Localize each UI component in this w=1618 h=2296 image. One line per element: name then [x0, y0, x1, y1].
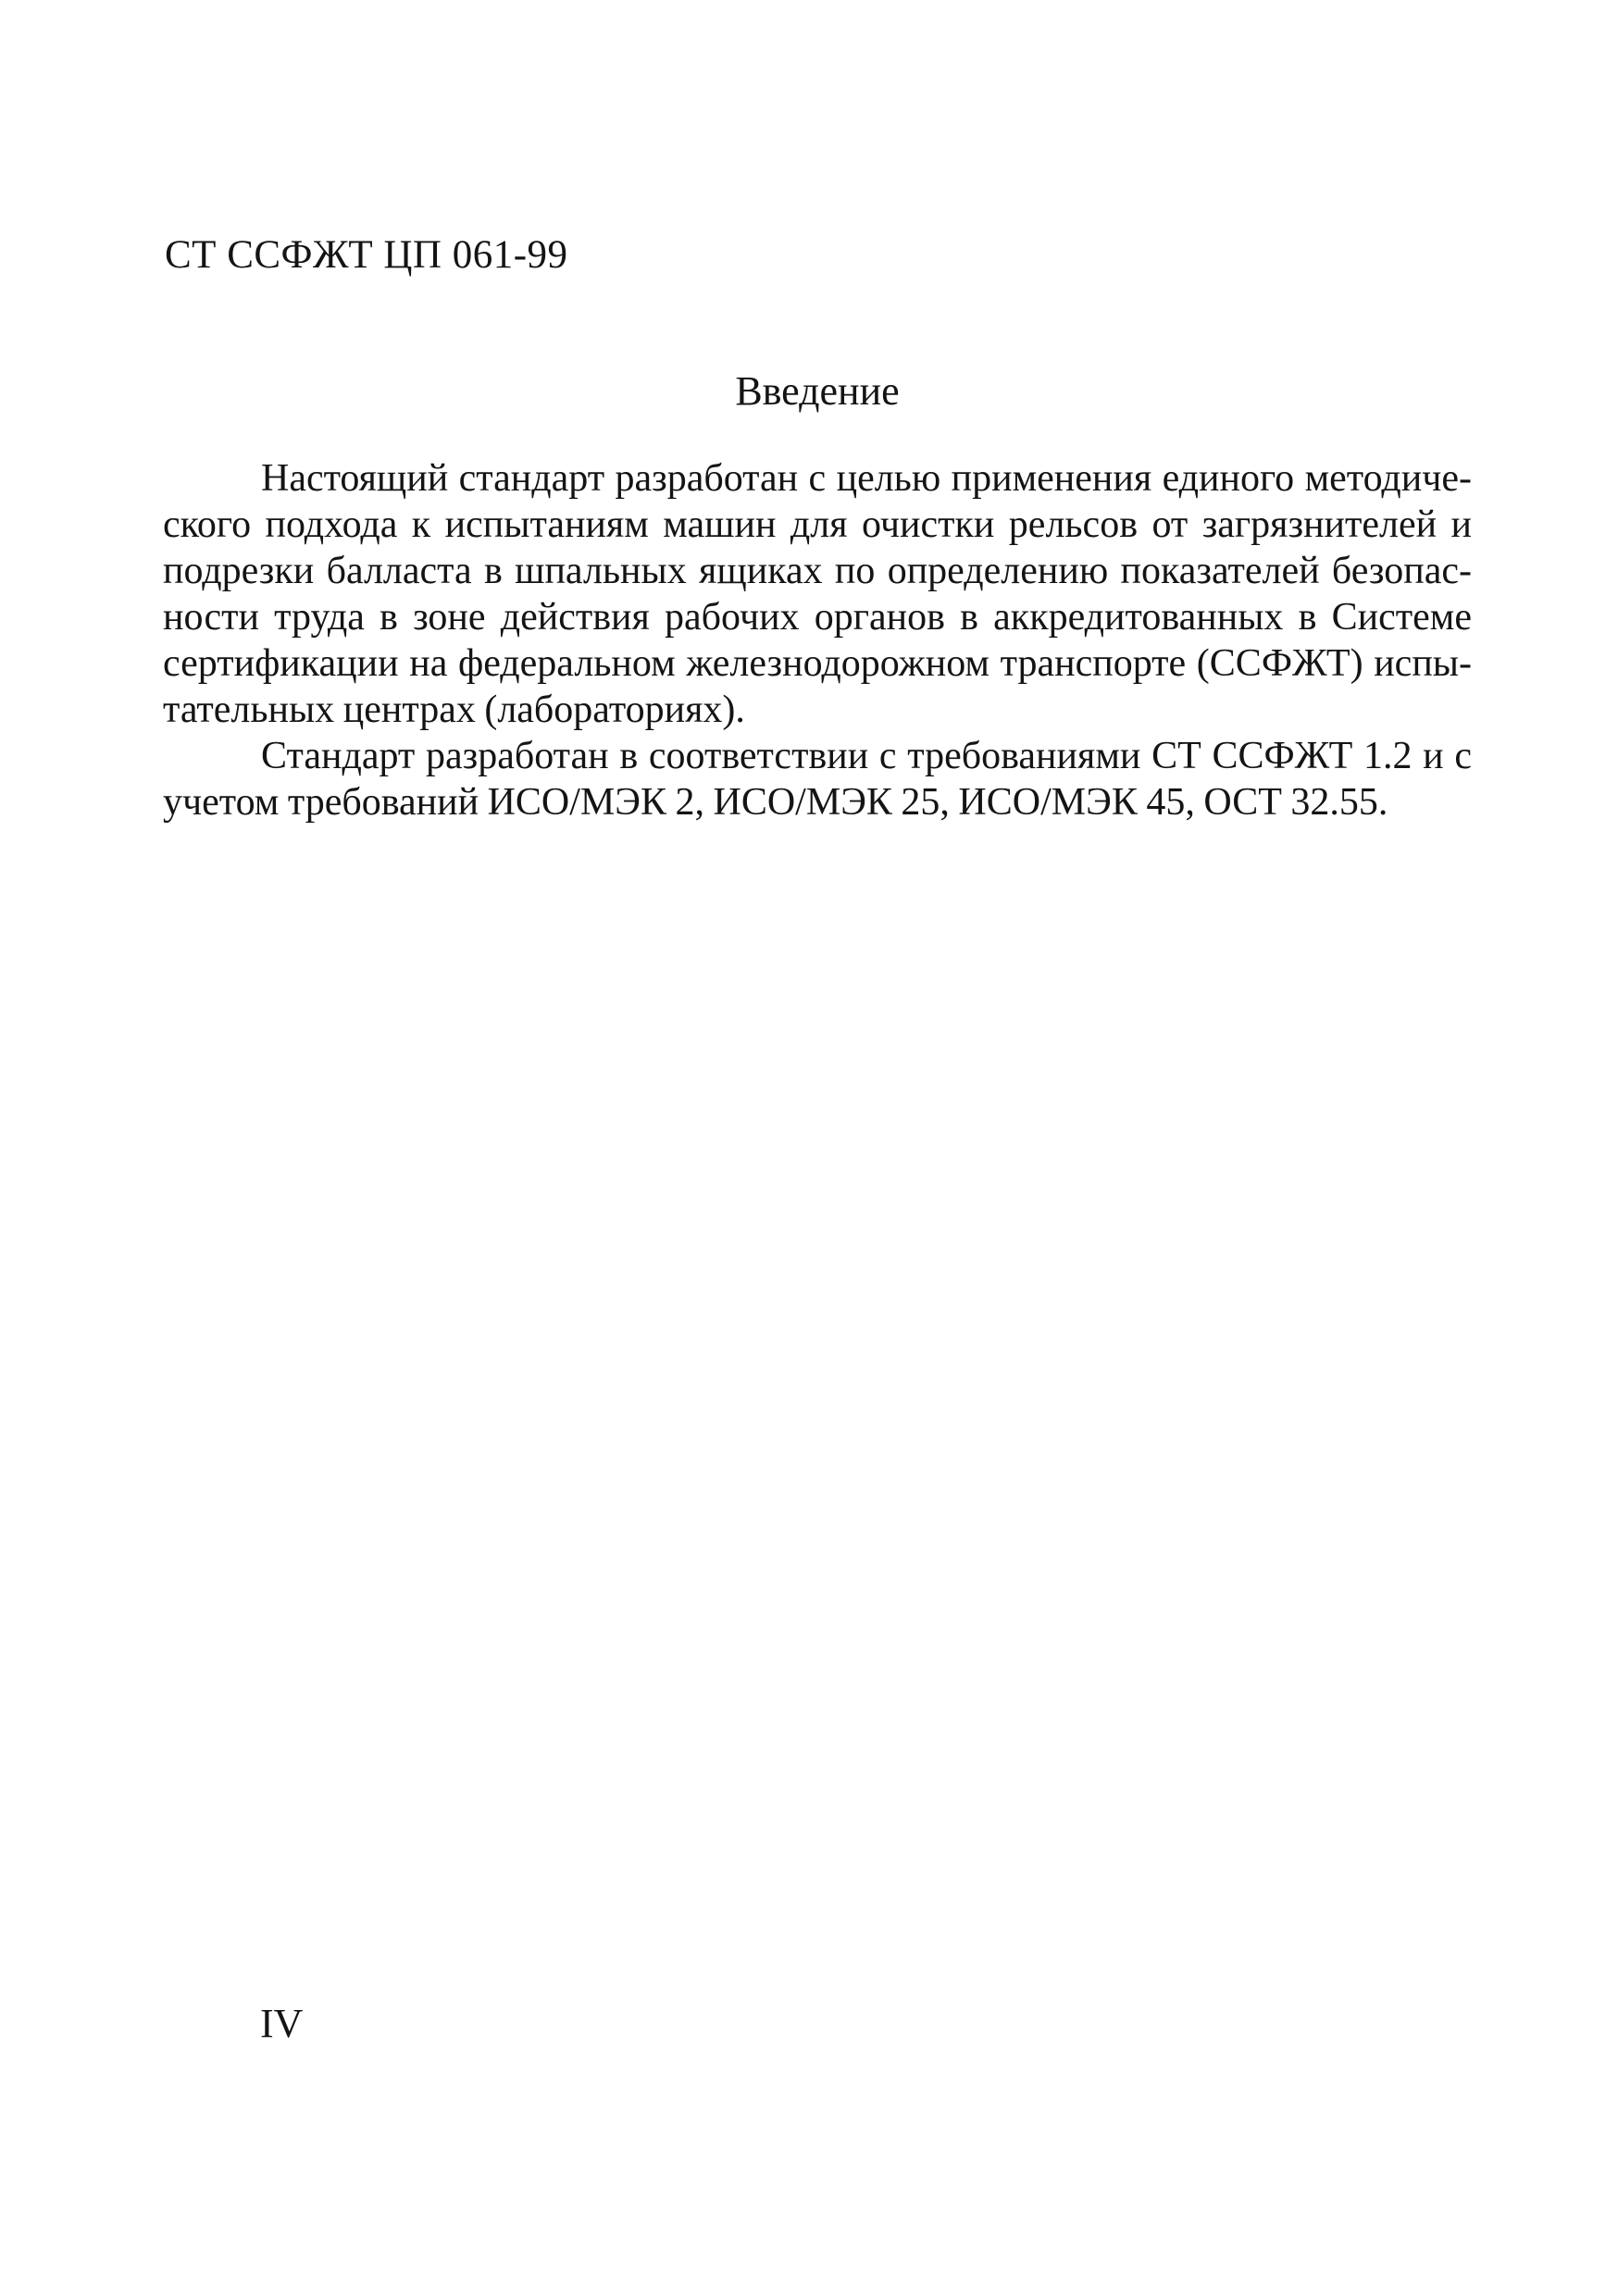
- page-number: IV: [260, 2001, 304, 2046]
- document-code: СТ ССФЖТ ЦП 061-99: [165, 233, 568, 277]
- paragraph-line: сертификации на федеральном железнодорожном транспорте (ССФЖТ) испы-: [163, 642, 1472, 685]
- paragraph-line: ности труда в зоне действия рабочих органов в аккредитованных в Системе: [163, 596, 1472, 639]
- section-title: Введение: [735, 368, 900, 414]
- paragraph-line: тательных центрах (лабораториях).: [163, 689, 745, 731]
- paragraph-line: Настоящий стандарт разработан с целью применения единого методиче-: [261, 457, 1472, 500]
- paragraph-line: подрезки балласта в шпальных ящиках по определению показателей безопас-: [163, 550, 1472, 592]
- paragraph-line: ского подхода к испытаниям машин для очистки рельсов от загрязнителей и: [163, 503, 1472, 546]
- body-text: [163, 455, 1472, 825]
- paragraph-line: учетом требований ИСО/МЭК 2, ИСО/МЭК 25, ИСО/МЭК 45, ОСТ 32.55.: [163, 781, 1388, 824]
- paragraph-line: Стандарт разработан в соответствии с требованиями СТ ССФЖТ 1.2 и с: [261, 735, 1472, 777]
